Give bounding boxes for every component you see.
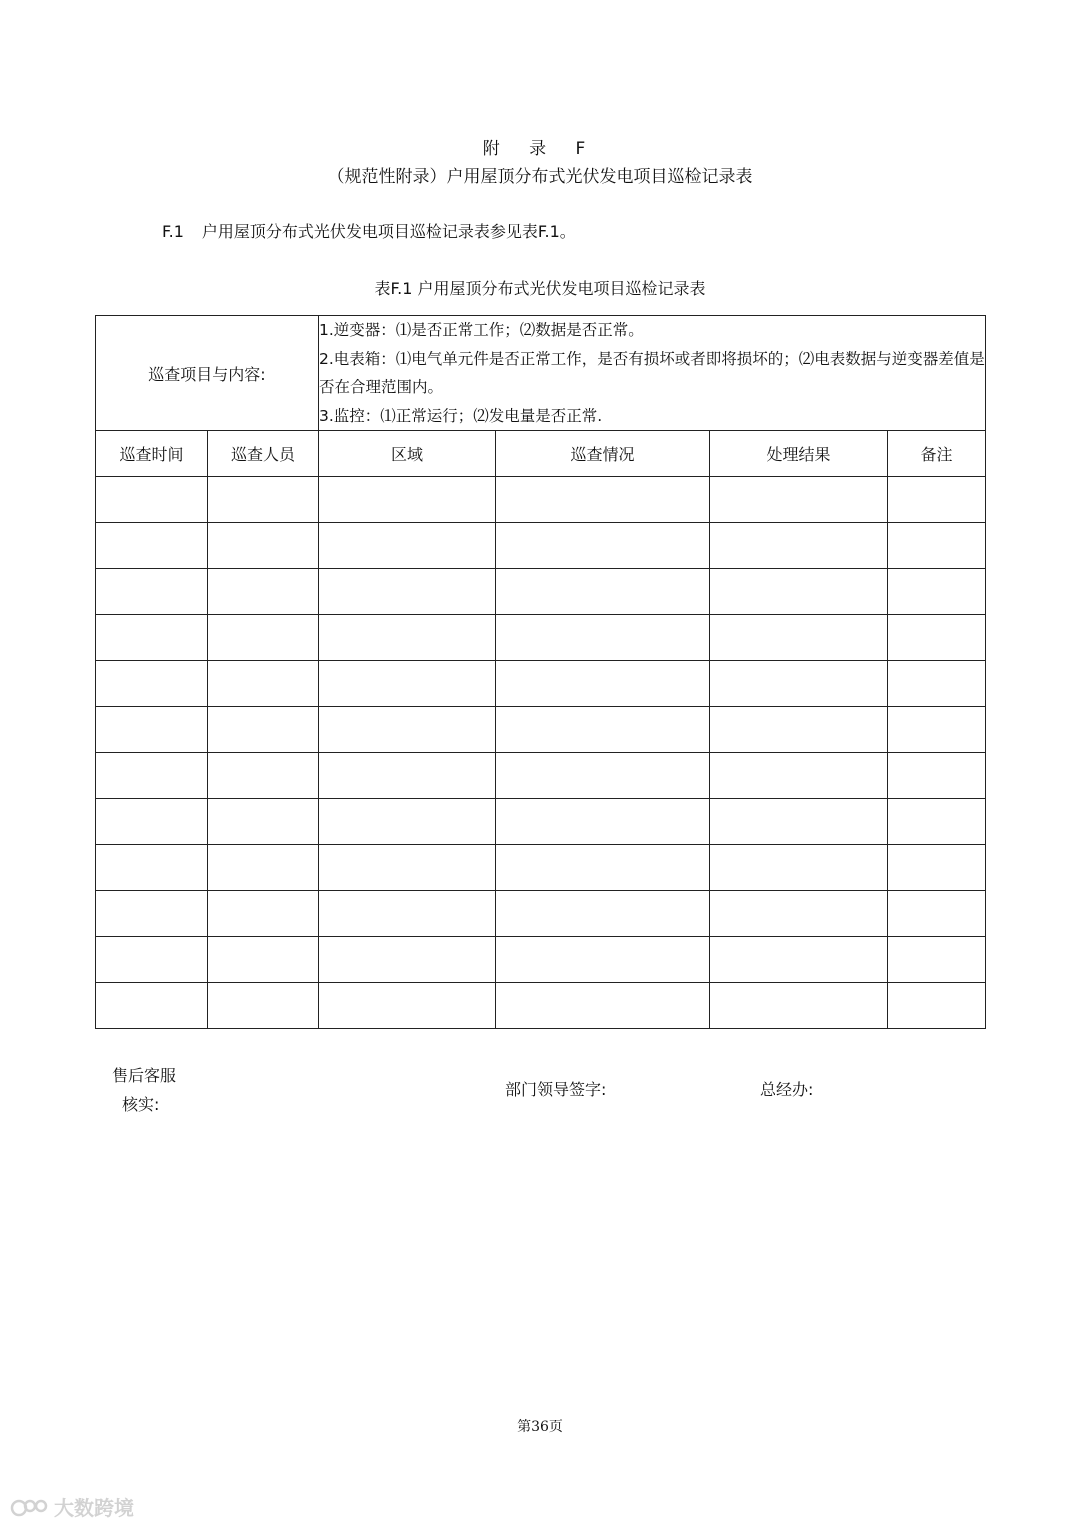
table-cell xyxy=(496,661,710,707)
scope-label: 巡查项目与内容: xyxy=(96,316,319,431)
watermark xyxy=(10,1492,134,1521)
table-cell xyxy=(96,845,208,891)
table-row xyxy=(96,661,986,707)
table-cell xyxy=(496,891,710,937)
table-cell xyxy=(96,799,208,845)
table-row xyxy=(96,523,986,569)
table-cell xyxy=(96,983,208,1029)
table-cell xyxy=(319,799,496,845)
table-cell xyxy=(208,477,319,523)
scope-line: 1.逆变器：⑴是否正常工作；⑵数据是否正常。 xyxy=(319,321,644,339)
table-cell xyxy=(888,615,986,661)
table-cell xyxy=(208,891,319,937)
scope-row xyxy=(96,316,986,431)
table-cell xyxy=(888,891,986,937)
table-cell xyxy=(888,707,986,753)
table-row xyxy=(96,569,986,615)
table-cell xyxy=(710,707,888,753)
inspection-record-table xyxy=(95,315,986,1029)
table-cell xyxy=(96,477,208,523)
section-paragraph xyxy=(162,219,576,242)
table-row xyxy=(96,615,986,661)
table-cell xyxy=(319,569,496,615)
table-cell xyxy=(496,983,710,1029)
column-header-time: 巡查时间 xyxy=(96,431,208,477)
table-cell xyxy=(208,983,319,1029)
table-row xyxy=(96,707,986,753)
table-cell xyxy=(96,569,208,615)
dept-leader-signature-label: 部门领导签字: xyxy=(505,1080,607,1099)
table-cell xyxy=(208,569,319,615)
table-cell xyxy=(319,845,496,891)
table-cell xyxy=(710,891,888,937)
table-cell xyxy=(496,615,710,661)
table-cell xyxy=(888,799,986,845)
page-number: 第36页 xyxy=(517,1419,563,1435)
table-cell xyxy=(96,707,208,753)
table-cell xyxy=(319,983,496,1029)
gm-office-label: 总经办: xyxy=(760,1080,814,1099)
table-cell xyxy=(496,753,710,799)
table-cell xyxy=(319,477,496,523)
table-cell xyxy=(319,891,496,937)
table-row xyxy=(96,983,986,1029)
table-cell xyxy=(496,477,710,523)
table-cell xyxy=(319,937,496,983)
table-cell xyxy=(208,845,319,891)
table-cell xyxy=(710,937,888,983)
scope-line: 2.电表箱：⑴电气单元件是否正常工作，是否有损坏或者即将损坏的；⑵电表数据与逆变器差值是否在合理范围内。 xyxy=(319,349,985,396)
table-cell xyxy=(208,707,319,753)
table-cell xyxy=(888,753,986,799)
brand-logo-icon xyxy=(10,1495,50,1519)
table-cell xyxy=(208,523,319,569)
table-cell xyxy=(208,661,319,707)
column-header-result: 处理结果 xyxy=(710,431,888,477)
table-cell xyxy=(208,937,319,983)
table-cell xyxy=(496,937,710,983)
table-cell xyxy=(96,523,208,569)
table-cell xyxy=(208,615,319,661)
table-cell xyxy=(710,523,888,569)
scope-content xyxy=(319,316,986,431)
table-cell xyxy=(96,753,208,799)
table-cell xyxy=(319,523,496,569)
column-header-inspector: 巡查人员 xyxy=(208,431,319,477)
table-cell xyxy=(710,799,888,845)
after-sales-label: 售后客服 xyxy=(112,1066,177,1085)
column-header-area: 区域 xyxy=(319,431,496,477)
table-cell xyxy=(888,569,986,615)
table-cell xyxy=(96,891,208,937)
header-row xyxy=(96,431,986,477)
table-cell xyxy=(710,569,888,615)
column-header-situation: 巡查情况 xyxy=(496,431,710,477)
table-row xyxy=(96,891,986,937)
table-cell xyxy=(710,753,888,799)
table-cell xyxy=(96,661,208,707)
table-cell xyxy=(496,707,710,753)
table-cell xyxy=(888,845,986,891)
table-cell xyxy=(496,523,710,569)
table-cell xyxy=(319,661,496,707)
scope-line: 3.监控：⑴正常运行；⑵发电量是否正常. xyxy=(319,406,603,425)
table-cell xyxy=(710,845,888,891)
table-cell xyxy=(319,753,496,799)
appendix-title: 附 录 F xyxy=(482,139,598,159)
table-row xyxy=(96,477,986,523)
table-cell xyxy=(888,937,986,983)
table-row xyxy=(96,753,986,799)
table-cell xyxy=(496,799,710,845)
table-cell xyxy=(319,707,496,753)
table-cell xyxy=(888,983,986,1029)
table-row xyxy=(96,845,986,891)
table-cell xyxy=(496,845,710,891)
watermark-text: 大数跨境 xyxy=(54,1496,134,1520)
table-cell xyxy=(496,569,710,615)
after-sales-verify-label: 核实: xyxy=(122,1095,160,1114)
table-cell xyxy=(888,523,986,569)
table-row xyxy=(96,937,986,983)
table-caption: 表F.1 户用屋顶分布式光伏发电项目巡检记录表 xyxy=(374,279,706,298)
table-cell xyxy=(710,615,888,661)
column-header-remarks: 备注 xyxy=(888,431,986,477)
table-cell xyxy=(710,983,888,1029)
table-cell xyxy=(888,661,986,707)
table-cell xyxy=(888,477,986,523)
section-text: 户用屋顶分布式光伏发电项目巡检记录表参见表F.1。 xyxy=(201,222,576,241)
table-cell xyxy=(208,799,319,845)
table-cell xyxy=(710,661,888,707)
section-number: F.1 xyxy=(162,222,184,241)
table-cell xyxy=(96,615,208,661)
appendix-subtitle: （规范性附录）户用屋顶分布式光伏发电项目巡检记录表 xyxy=(327,167,753,187)
table-cell xyxy=(319,615,496,661)
table-cell xyxy=(710,477,888,523)
table-cell xyxy=(96,937,208,983)
table-cell xyxy=(208,753,319,799)
table-row xyxy=(96,799,986,845)
